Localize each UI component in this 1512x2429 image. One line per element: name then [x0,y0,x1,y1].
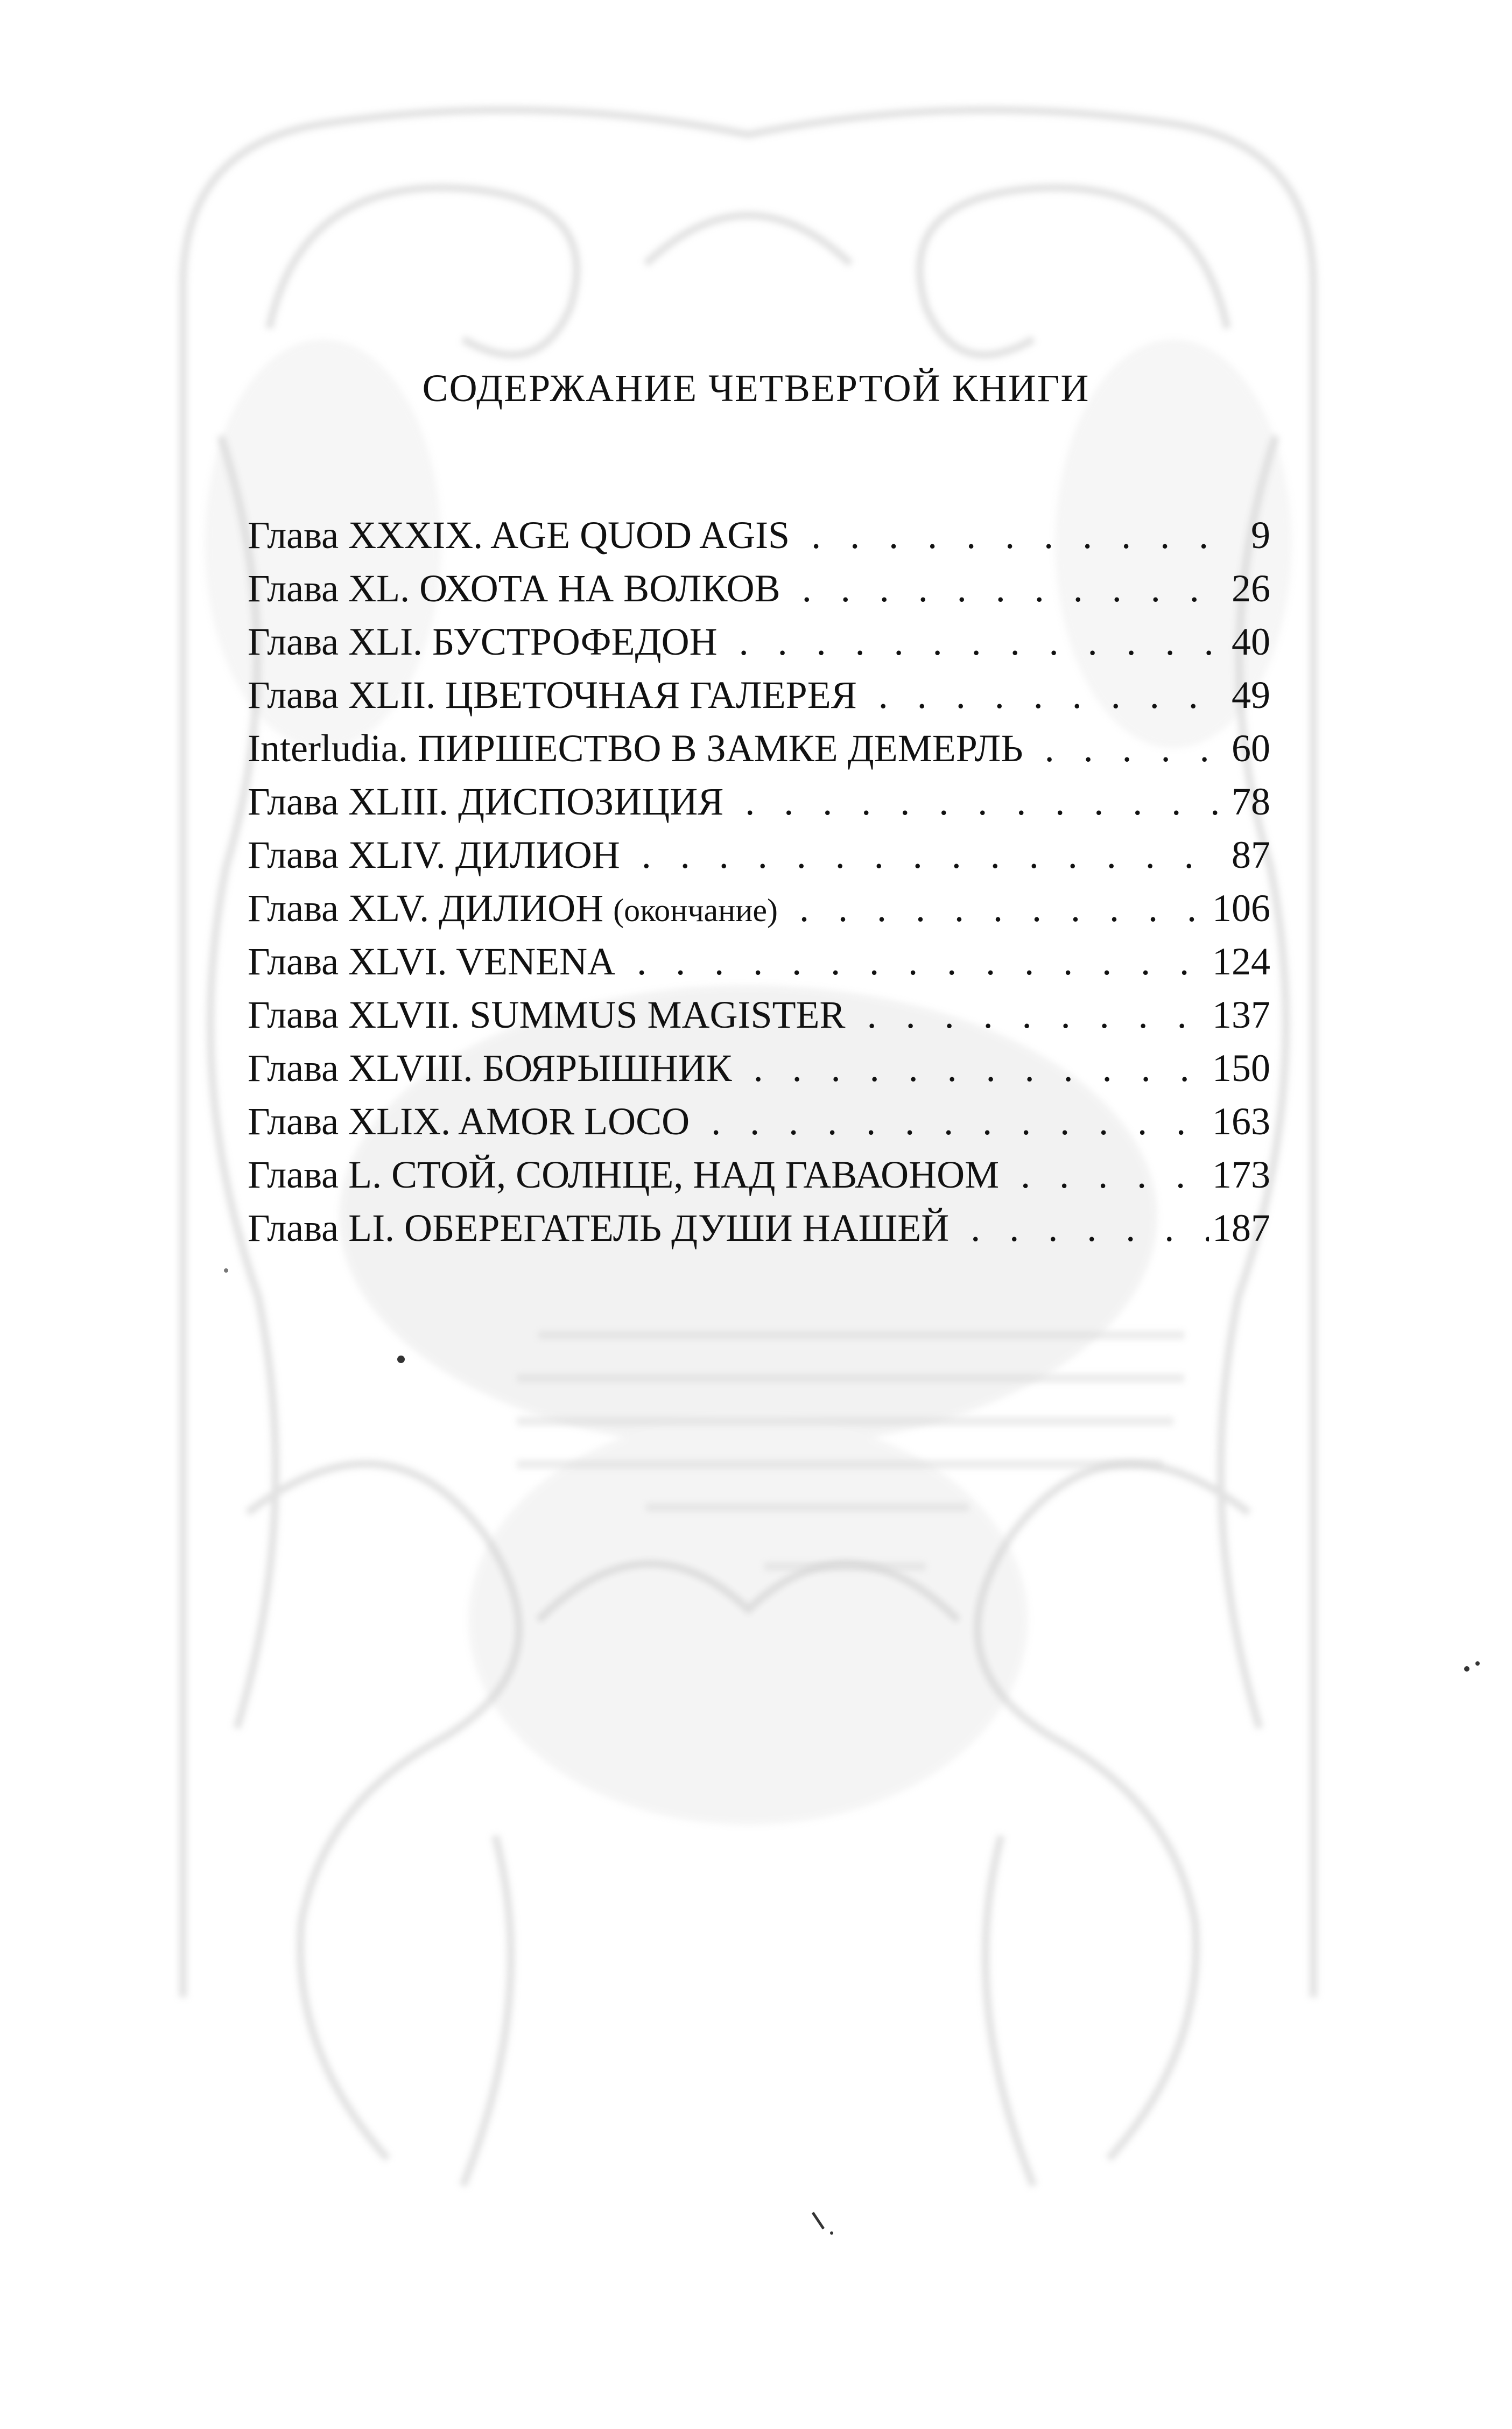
toc-entry-page: 137 [1212,993,1270,1036]
toc-entry-page: 187 [1212,1206,1270,1249]
toc-entry-title: Глава XXXIX. AGE QUOD AGIS [248,514,790,557]
toc-entry-title: Глава LI. ОБЕРЕГАТЕЛЬ ДУШИ НАШЕЙ [248,1206,950,1249]
toc-entry-page: 173 [1212,1153,1270,1196]
toc-entry-title: Interludia. ПИРШЕСТВО В ЗАМКЕ ДЕМЕРЛЬ [248,727,1023,770]
toc-entry-page: 40 [1232,620,1270,663]
toc-entry-title: Глава XLVI. VENENA [248,940,616,983]
toc-entry-page: 60 [1232,727,1270,770]
toc-entry-page: 49 [1232,673,1270,717]
toc-entry-page: 150 [1212,1047,1270,1090]
toc-entry-page: 124 [1212,940,1270,983]
toc-entry-title: Глава XLIII. ДИСПОЗИЦИЯ [248,780,724,823]
toc-entry-page: 9 [1251,514,1270,557]
toc-entry-page: 106 [1212,887,1270,930]
toc-entry-title: Глава XL. ОХОТА НА ВОЛКОВ [248,567,780,610]
toc-entry-page: 163 [1212,1100,1270,1143]
toc-entry-title: Глава XLIV. ДИЛИОН [248,833,620,876]
toc-entry-title: Глава XLVIII. БОЯРЫШНИК [248,1047,732,1090]
toc-entry-title: Глава L. СТОЙ, СОЛНЦЕ, НАД ГАВАОНОМ [248,1153,1000,1196]
toc-entry-title-main: Глава XLV. ДИЛИОН [248,887,604,930]
toc-entry-page: 87 [1232,833,1270,876]
toc-entry-title: Глава XLVII. SUMMUS MAGISTER [248,993,846,1036]
toc-entry-subtitle: (окончание) [613,893,778,928]
contents-heading: СОДЕРЖАНИЕ ЧЕТВЕРТОЙ КНИГИ [422,367,1090,410]
toc-entry-title: Глава XLII. ЦВЕТОЧНАЯ ГАЛЕРЕЯ [248,673,857,717]
toc-entry-title: Глава XLIX. AMOR LOCO [248,1100,690,1143]
toc-entry-title: Глава XLI. БУСТРОФЕДОН [248,620,718,663]
toc-entry-page: 78 [1232,780,1270,823]
toc-entry-page: 26 [1232,567,1270,610]
